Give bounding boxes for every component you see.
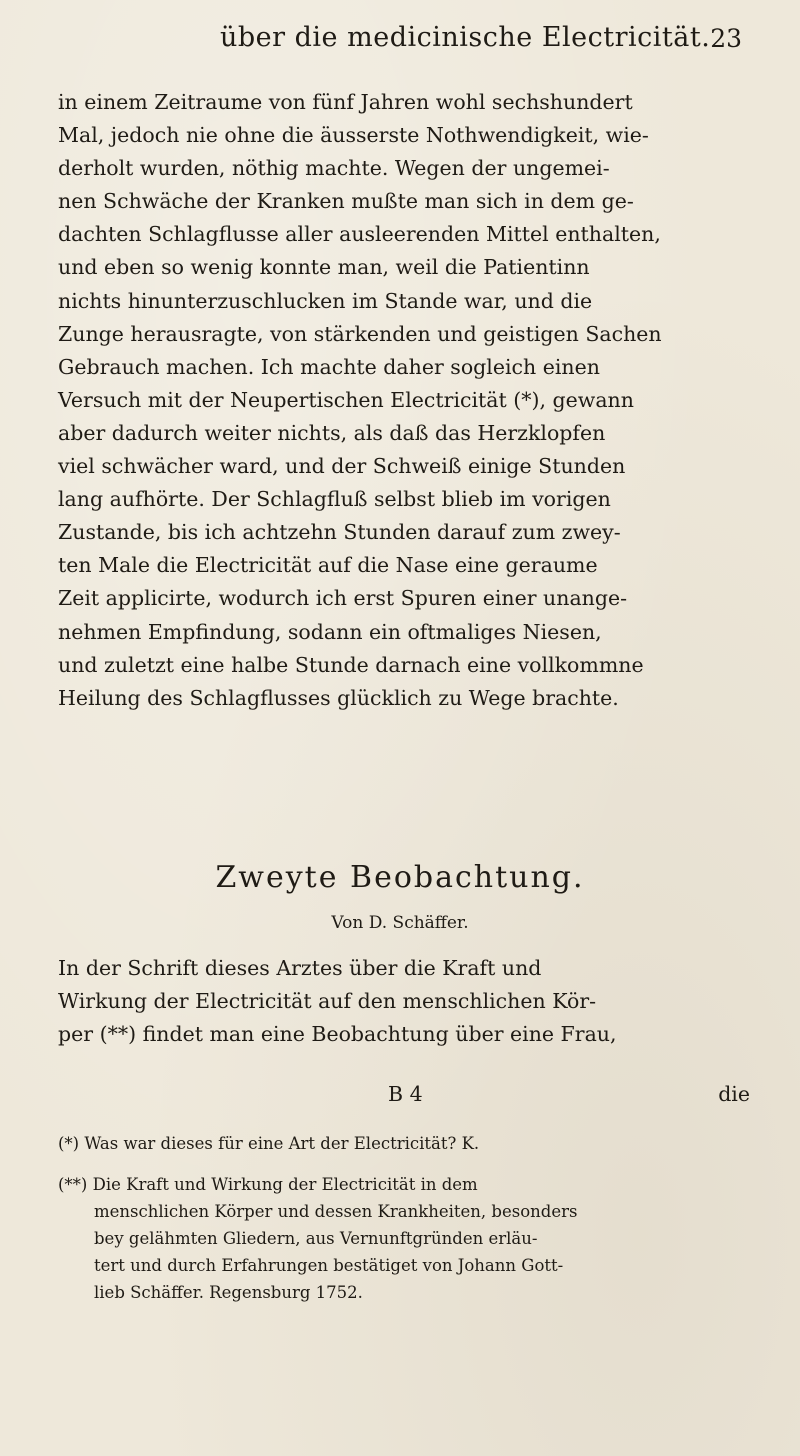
- text-line: Heilung des Schlagflusses glücklich zu Wege brachte.: [58, 685, 619, 710]
- footnote-1: (*) Was war dieses für eine Art der Electricität? K.: [58, 1134, 480, 1153]
- text-line: Zustande, bis ich achtzehn Stunden darauf zum zwey-: [58, 520, 621, 545]
- section-byline: Von D. Schäffer.: [331, 913, 469, 933]
- text-line: Zeit applicirte, wodurch ich erst Spuren einer unange-: [58, 586, 628, 611]
- signature-mark: B 4: [388, 1082, 423, 1106]
- text-line: Versuch mit der Neupertischen Electricität (*), gewann: [58, 387, 634, 412]
- text-line: in einem Zeitraume von fünf Jahren wohl sechshundert: [58, 90, 633, 114]
- page-number: 23: [710, 24, 742, 53]
- text-line: und eben so wenig konnte man, weil die Patientinn: [58, 255, 590, 280]
- text-line: derholt wurden, nöthig machte. Wegen der ungemei-: [58, 156, 610, 181]
- text-line: dachten Schlagflusse aller ausleerenden Mittel enthalten,: [58, 222, 661, 247]
- text-line: nen Schwäche der Kranken mußte man sich in dem ge-: [58, 189, 634, 214]
- paragraph-continuation: [58, 86, 758, 715]
- text-line: und zuletzt eine halbe Stunde darnach eine vollkommne: [58, 652, 644, 677]
- footnotes: [58, 1130, 758, 1306]
- text-line: nehmen Empfindung, sodann ein oftmaliges Niesen,: [58, 619, 602, 644]
- section-heading: Zweyte Beobachtung.: [215, 860, 585, 895]
- section-paragraph: [58, 952, 758, 1051]
- text-line: Zunge herausragte, von stärkenden und geistigen Sachen: [58, 321, 662, 346]
- catchword: die: [718, 1082, 750, 1106]
- text-line: In der Schrift dieses Arztes über die Kraft und: [58, 956, 542, 980]
- text-line: nichts hinunterzuschlucken im Stande war, und die: [58, 288, 593, 313]
- text-line: lang aufhörte. Der Schlagfluß selbst blieb im vorigen: [58, 487, 611, 512]
- footnote-2-line: tert und durch Erfahrungen bestätiget von Johann Gott-: [94, 1256, 564, 1275]
- text-line: Wirkung der Electricität auf den menschlichen Kör-: [58, 989, 597, 1014]
- text-line: Mal, jedoch nie ohne die äusserste Nothwendigkeit, wie-: [58, 123, 649, 148]
- signature-line: [58, 1082, 758, 1116]
- text-line: viel schwächer ward, und der Schweiß einige Stunden: [58, 454, 626, 479]
- text-line: Gebrauch machen. Ich machte daher sogleich einen: [58, 354, 600, 379]
- text-line: aber dadurch weiter nichts, als daß das Herzklopfen: [58, 420, 606, 445]
- running-title: über die medicinische Electricität.: [220, 22, 711, 53]
- footnote-2-line: menschlichen Körper und dessen Krankheiten, besonders: [94, 1202, 578, 1221]
- footnote-2-line: lieb Schäffer. Regensburg 1752.: [94, 1283, 363, 1302]
- running-head: [0, 22, 800, 62]
- text-line: per (**) findet man eine Beobachtung über eine Frau,: [58, 1022, 617, 1047]
- footnote-2-line: (**) Die Kraft und Wirkung der Electricität in dem: [58, 1175, 478, 1194]
- text-line: ten Male die Electricität auf die Nase eine geraume: [58, 553, 598, 578]
- footnote-2-line: bey gelähmten Gliedern, aus Vernunftgründen erläu-: [94, 1229, 538, 1248]
